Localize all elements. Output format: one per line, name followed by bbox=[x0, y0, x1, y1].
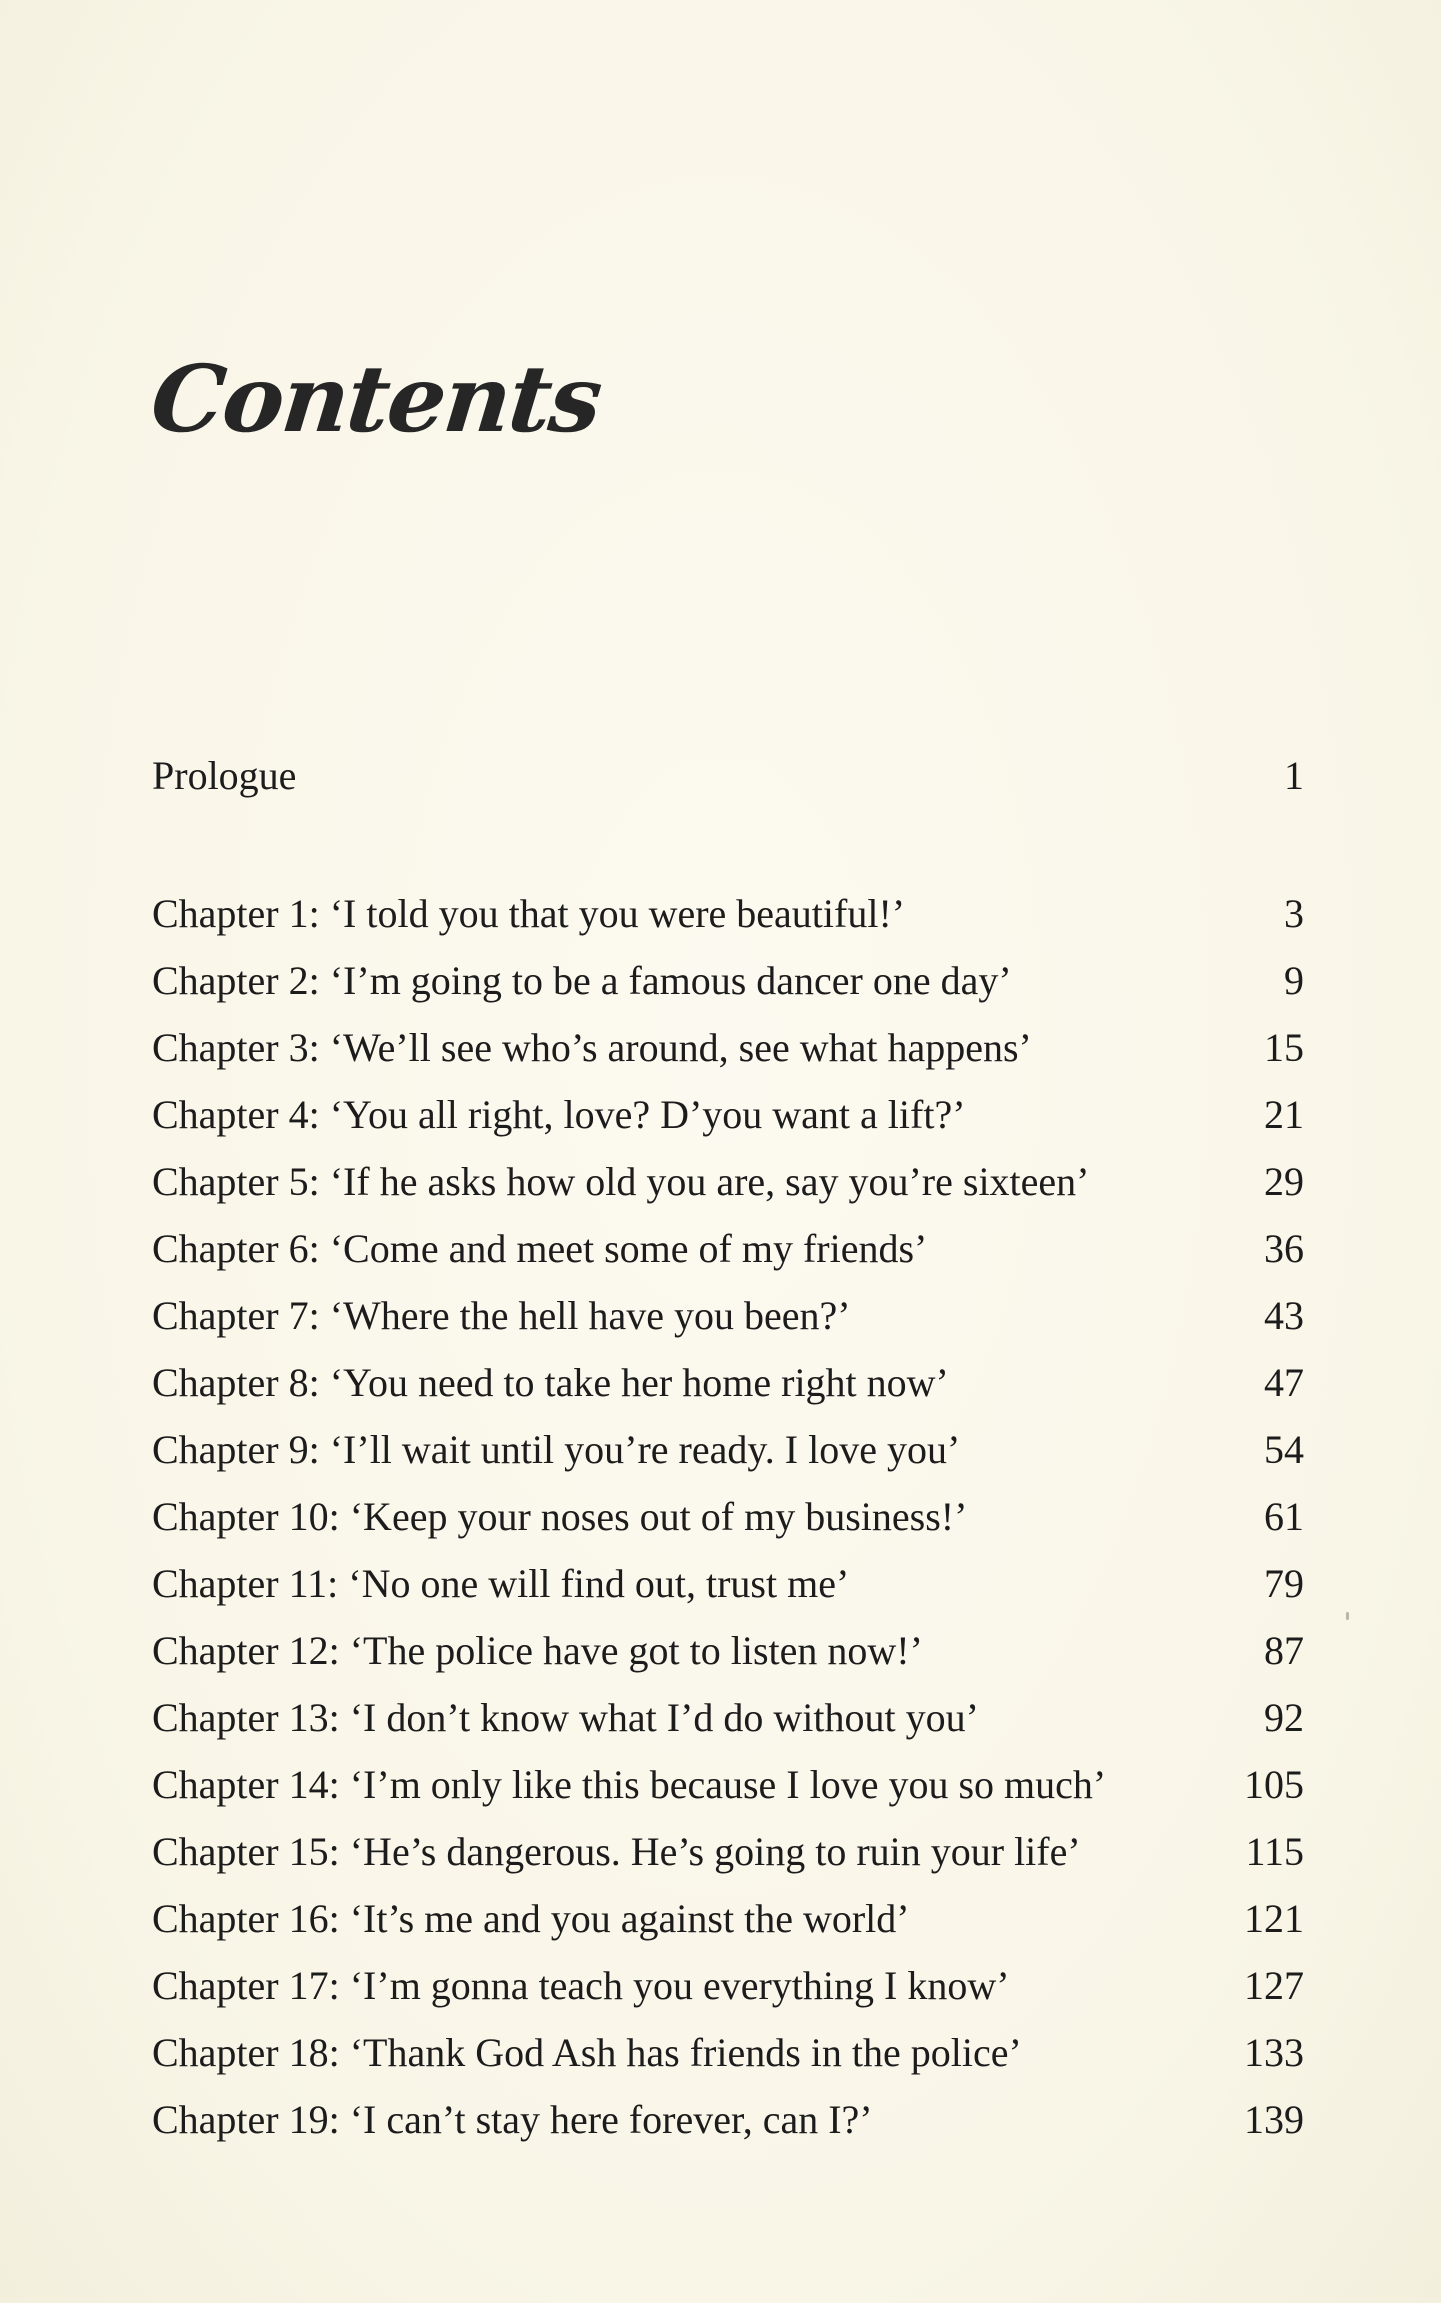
toc-entry-page: 1 bbox=[1284, 753, 1304, 798]
toc-entry-page: 29 bbox=[1264, 1159, 1304, 1204]
toc-entry-label: Chapter 2: ‘I’m going to be a famous dancer one day’ bbox=[152, 958, 1012, 1003]
toc-entry-label: Chapter 9: ‘I’ll wait until you’re ready. I love you’ bbox=[152, 1427, 961, 1472]
toc-entry-chapter-1 bbox=[152, 883, 1304, 945]
toc-entry-chapter-9 bbox=[152, 1419, 1304, 1481]
toc-entry-label: Chapter 1: ‘I told you that you were beautiful!’ bbox=[152, 891, 906, 936]
page-title: Contents bbox=[146, 345, 606, 453]
toc-entry-page: 3 bbox=[1284, 891, 1304, 936]
toc-entry-label: Chapter 15: ‘He’s dangerous. He’s going to ruin your life’ bbox=[152, 1829, 1081, 1874]
toc-entry-chapter-14 bbox=[152, 1754, 1304, 1816]
toc-entry-chapter-12 bbox=[152, 1620, 1304, 1682]
toc-entry-page: 15 bbox=[1264, 1025, 1304, 1070]
toc-entry-label: Chapter 3: ‘We’ll see who’s around, see what happens’ bbox=[152, 1025, 1032, 1070]
paper-speck bbox=[1346, 1612, 1349, 1620]
toc-entry-page: 79 bbox=[1264, 1561, 1304, 1606]
toc-entry-label: Chapter 13: ‘I don’t know what I’d do without you’ bbox=[152, 1695, 979, 1740]
toc-entry-label: Chapter 10: ‘Keep your noses out of my business!’ bbox=[152, 1494, 968, 1539]
toc-entry-prologue bbox=[152, 745, 1304, 807]
toc-entry-page: 21 bbox=[1264, 1092, 1304, 1137]
toc-entry-label: Chapter 7: ‘Where the hell have you been?’ bbox=[152, 1293, 851, 1338]
toc-entry-chapter-3 bbox=[152, 1017, 1304, 1079]
toc-entry-page: 139 bbox=[1244, 2097, 1304, 2142]
toc-entry-chapter-6 bbox=[152, 1218, 1304, 1280]
toc-entry-page: 115 bbox=[1245, 1829, 1304, 1874]
toc-entry-chapter-4 bbox=[152, 1084, 1304, 1146]
toc-entry-page: 43 bbox=[1264, 1293, 1304, 1338]
toc-entry-page: 133 bbox=[1244, 2030, 1304, 2075]
toc-entry-page: 54 bbox=[1264, 1427, 1304, 1472]
toc-entry-chapter-19 bbox=[152, 2089, 1304, 2151]
toc-entry-page: 36 bbox=[1264, 1226, 1304, 1271]
toc-entry-label: Chapter 8: ‘You need to take her home right now’ bbox=[152, 1360, 949, 1405]
toc-entry-chapter-17 bbox=[152, 1955, 1304, 2017]
toc-entry-label: Chapter 14: ‘I’m only like this because I love you so much’ bbox=[152, 1762, 1107, 1807]
toc-entry-label: Chapter 17: ‘I’m gonna teach you everything I know’ bbox=[152, 1963, 1010, 2008]
toc-entry-page: 9 bbox=[1284, 958, 1304, 1003]
toc-entry-page: 127 bbox=[1244, 1963, 1304, 2008]
toc-entry-page: 61 bbox=[1264, 1494, 1304, 1539]
toc-entry-chapter-15 bbox=[152, 1821, 1304, 1883]
toc-entry-label: Chapter 19: ‘I can’t stay here forever, can I?’ bbox=[152, 2097, 873, 2142]
toc-entry-page: 105 bbox=[1244, 1762, 1304, 1807]
toc-entry-chapter-10 bbox=[152, 1486, 1304, 1548]
toc-entry-label: Chapter 6: ‘Come and meet some of my friends’ bbox=[152, 1226, 928, 1271]
toc-entry-chapter-5 bbox=[152, 1151, 1304, 1213]
toc-entry-chapter-16 bbox=[152, 1888, 1304, 1950]
toc-entry-label: Chapter 16: ‘It’s me and you against the world’ bbox=[152, 1896, 910, 1941]
toc-entry-label: Chapter 4: ‘You all right, love? D’you want a lift?’ bbox=[152, 1092, 966, 1137]
toc-entry-label: Prologue bbox=[152, 753, 297, 798]
toc-entry-chapter-7 bbox=[152, 1285, 1304, 1347]
toc-entry-chapter-2 bbox=[152, 950, 1304, 1012]
toc-entry-chapter-13 bbox=[152, 1687, 1304, 1749]
toc-entry-page: 121 bbox=[1244, 1896, 1304, 1941]
toc-entry-label: Chapter 5: ‘If he asks how old you are, say you’re sixteen’ bbox=[152, 1159, 1090, 1204]
toc-entry-label: Chapter 12: ‘The police have got to listen now!’ bbox=[152, 1628, 923, 1673]
toc-entry-page: 47 bbox=[1264, 1360, 1304, 1405]
toc-entry-label: Chapter 18: ‘Thank God Ash has friends in the police’ bbox=[152, 2030, 1022, 2075]
toc-entry-page: 87 bbox=[1264, 1628, 1304, 1673]
toc-entry-page: 92 bbox=[1264, 1695, 1304, 1740]
toc-entry-chapter-18 bbox=[152, 2022, 1304, 2084]
toc-entry-chapter-11 bbox=[152, 1553, 1304, 1615]
toc-entry-label: Chapter 11: ‘No one will find out, trust me’ bbox=[152, 1561, 850, 1606]
toc-entry-chapter-8 bbox=[152, 1352, 1304, 1414]
